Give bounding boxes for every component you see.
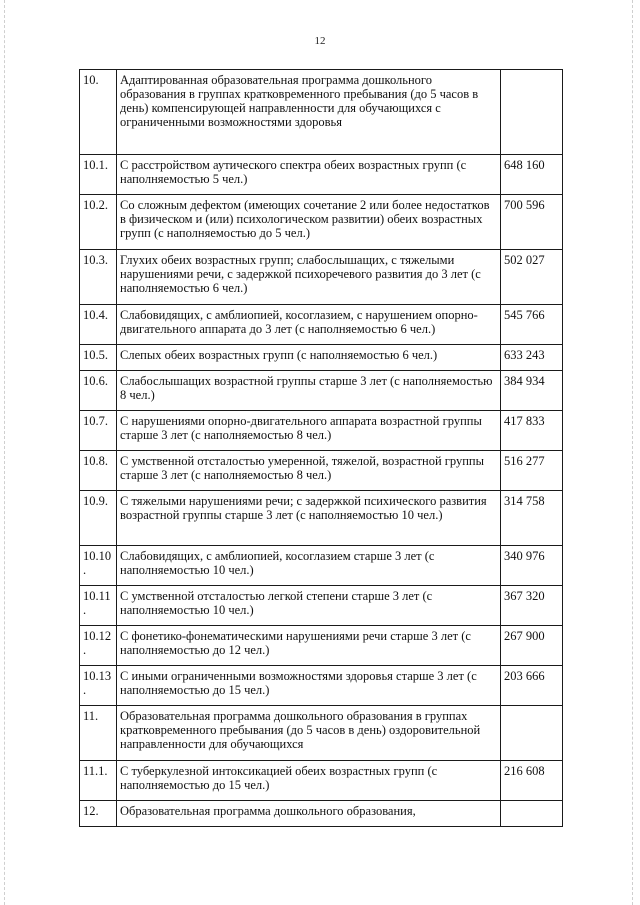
row-description: С иными ограниченными возможностями здоровья старше 3 лет (с наполняемостью до 15 чел.) xyxy=(117,666,501,706)
row-description: Со сложным дефектом (имеющих сочетание 2 или более недостатков в физическом и (или) психологическом развитии) обеих возрастных групп (с наполняемостью до 5 чел.) xyxy=(117,195,501,250)
row-value: 417 833 xyxy=(501,411,563,451)
table-row xyxy=(80,761,563,801)
table-row xyxy=(80,706,563,761)
row-number: 10.11. xyxy=(80,586,117,626)
row-number: 10.10. xyxy=(80,546,117,586)
row-number: 11. xyxy=(80,706,117,761)
scan-edge-right xyxy=(632,0,634,905)
scan-edge-left xyxy=(4,0,6,905)
row-number: 10.6. xyxy=(80,371,117,411)
row-value: 203 666 xyxy=(501,666,563,706)
table-row xyxy=(80,70,563,155)
row-description: С тяжелыми нарушениями речи; с задержкой психического развития возрастной группы старше 3 лет (с наполняемостью 10 чел.) xyxy=(117,491,501,546)
row-value: 340 976 xyxy=(501,546,563,586)
row-number: 10.8. xyxy=(80,451,117,491)
table-row xyxy=(80,801,563,827)
page-number: 12 xyxy=(314,35,326,47)
row-value: 700 596 xyxy=(501,195,563,250)
row-description: Слабослышащих возрастной группы старше 3 лет (с наполняемостью 8 чел.) xyxy=(117,371,501,411)
row-value: 314 758 xyxy=(501,491,563,546)
row-number: 11.1. xyxy=(80,761,117,801)
cost-table xyxy=(79,69,563,827)
table-row xyxy=(80,345,563,371)
table-row xyxy=(80,305,563,345)
row-value xyxy=(501,706,563,761)
table-row xyxy=(80,666,563,706)
row-value xyxy=(501,801,563,827)
row-value: 267 900 xyxy=(501,626,563,666)
row-number: 10.1. xyxy=(80,155,117,195)
row-description: Слабовидящих, с амблиопией, косоглазием старше 3 лет (с наполняемостью 10 чел.) xyxy=(117,546,501,586)
row-value: 502 027 xyxy=(501,250,563,305)
row-description: С расстройством аутического спектра обеих возрастных групп (с наполняемостью 5 чел.) xyxy=(117,155,501,195)
table-row xyxy=(80,250,563,305)
row-number: 10.9. xyxy=(80,491,117,546)
table-row xyxy=(80,626,563,666)
row-number: 12. xyxy=(80,801,117,827)
row-number: 10.13. xyxy=(80,666,117,706)
row-description: Адаптированная образовательная программа дошкольного образования в группах кратковременного пребывания (до 5 часов в день) компенсирующей направленности для обучающихся с ограниченными возможностями здоровья xyxy=(117,70,501,155)
row-number: 10.7. xyxy=(80,411,117,451)
table-row xyxy=(80,451,563,491)
row-value: 384 934 xyxy=(501,371,563,411)
row-value: 216 608 xyxy=(501,761,563,801)
row-description: С умственной отсталостью легкой степени старше 3 лет (с наполняемостью 10 чел.) xyxy=(117,586,501,626)
row-description: С туберкулезной интоксикацией обеих возрастных групп (с наполняемостью до 15 чел.) xyxy=(117,761,501,801)
row-description: Слабовидящих, с амблиопией, косоглазием, с нарушением опорно-двигательного аппарата до 3 лет (с наполняемостью 6 чел.) xyxy=(117,305,501,345)
row-value: 367 320 xyxy=(501,586,563,626)
row-number: 10.5. xyxy=(80,345,117,371)
table-row xyxy=(80,195,563,250)
row-value xyxy=(501,70,563,155)
row-value: 648 160 xyxy=(501,155,563,195)
row-description: С фонетико-фонематическими нарушениями речи старше 3 лет (с наполняемостью до 12 чел.) xyxy=(117,626,501,666)
row-number: 10.12. xyxy=(80,626,117,666)
row-number: 10. xyxy=(80,70,117,155)
cost-table-body xyxy=(80,70,563,827)
table-row xyxy=(80,155,563,195)
row-description: С нарушениями опорно-двигательного аппарата возрастной группы старше 3 лет (с наполняемостью 8 чел.) xyxy=(117,411,501,451)
table-row xyxy=(80,411,563,451)
row-number: 10.4. xyxy=(80,305,117,345)
row-description: С умственной отсталостью умеренной, тяжелой, возрастной группы старше 3 лет (с наполняемостью 8 чел.) xyxy=(117,451,501,491)
table-row xyxy=(80,371,563,411)
row-number: 10.3. xyxy=(80,250,117,305)
row-value: 516 277 xyxy=(501,451,563,491)
row-number: 10.2. xyxy=(80,195,117,250)
row-value: 633 243 xyxy=(501,345,563,371)
table-row xyxy=(80,546,563,586)
table-row xyxy=(80,491,563,546)
table-row xyxy=(80,586,563,626)
row-description: Образовательная программа дошкольного образования, xyxy=(117,801,501,827)
row-value: 545 766 xyxy=(501,305,563,345)
row-description: Глухих обеих возрастных групп; слабослышащих, с тяжелыми нарушениями речи, с задержкой психоречевого развития до 3 лет (с наполняемостью 6 чел.) xyxy=(117,250,501,305)
row-description: Образовательная программа дошкольного образования в группах кратковременного пребывания (до 5 часов в день) оздоровительной направленности для обучающихся xyxy=(117,706,501,761)
row-description: Слепых обеих возрастных групп (с наполняемостью 6 чел.) xyxy=(117,345,501,371)
